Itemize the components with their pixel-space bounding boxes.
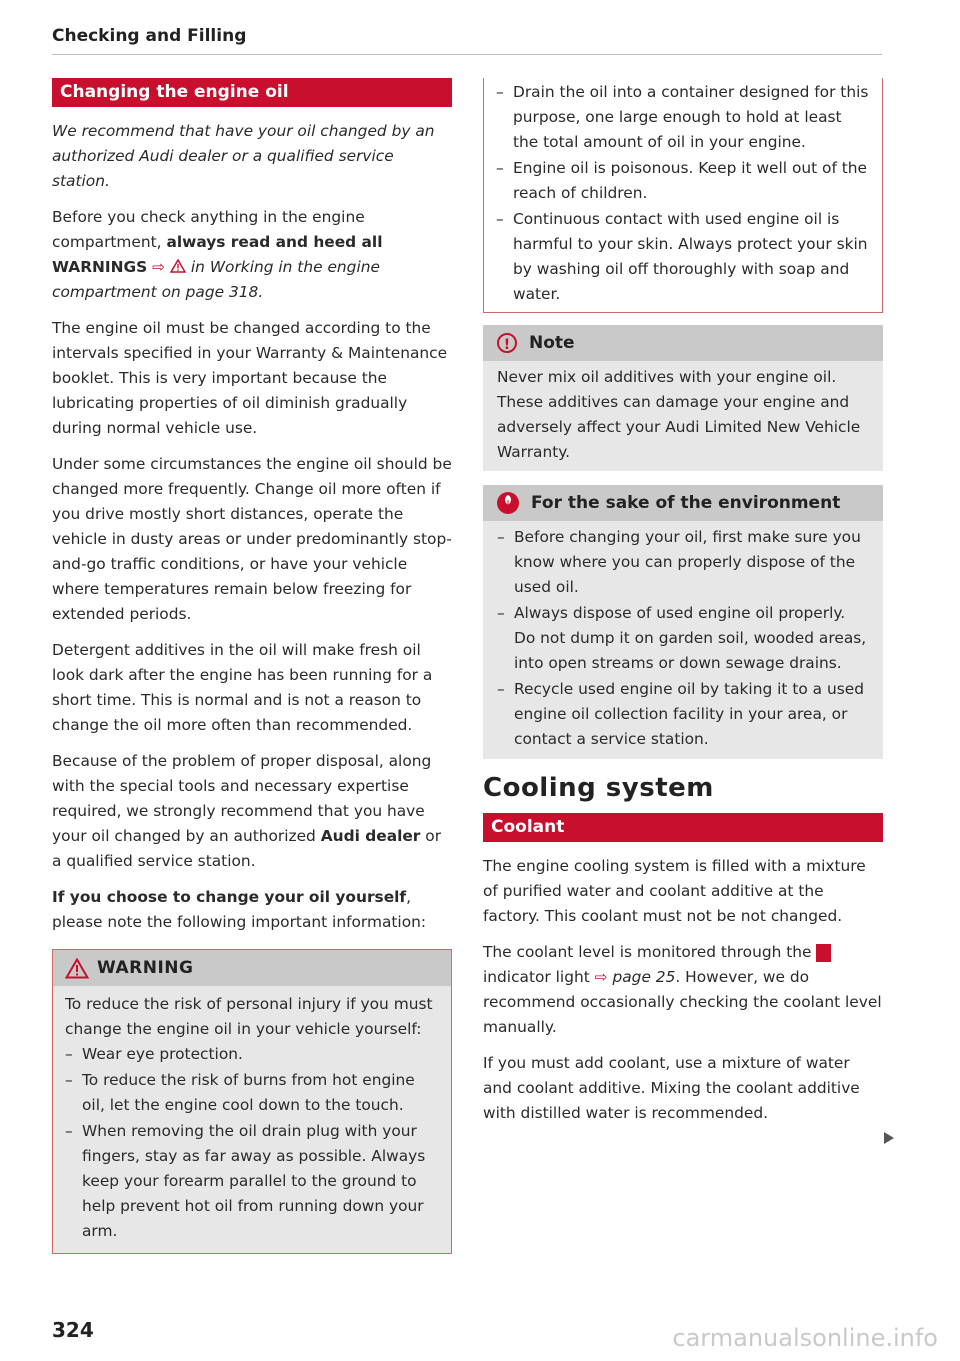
warning-title: WARNING — [97, 958, 194, 978]
paragraph-coolant-level — [483, 940, 883, 1040]
paragraph-disposal — [52, 749, 452, 874]
paragraph-text: indicator light — [483, 968, 595, 986]
paragraph-coolant-mixture: The engine cooling system is filled with a mixture of purified water and coolant additive at the factory. This coolant must not be not changed. — [483, 857, 866, 925]
note-title: Note — [529, 333, 575, 353]
warning-body — [53, 986, 451, 1253]
list-item: – To reduce the risk of burns from hot engine oil, let the engine cool down to the touch. — [65, 1068, 439, 1118]
list-item: – Wear eye protection. — [65, 1042, 439, 1067]
environment-title: For the sake of the environment — [531, 493, 841, 513]
cross-reference-link[interactable]: page 25 — [612, 968, 676, 986]
paragraph-detergent: Detergent additives in the oil will make fresh oil look dark after the engine has been running for a short time. This is normal and is not a reason to change the oil more often than recommended. — [52, 641, 433, 734]
reference-arrow-icon: ⇨ — [152, 258, 166, 276]
watermark: carmanualsonline.info — [672, 1324, 938, 1352]
section-title-cooling: Cooling system — [483, 773, 714, 803]
section-heading-coolant: Coolant — [483, 813, 883, 842]
paragraph-warnings — [52, 205, 452, 305]
environment-list — [497, 525, 869, 752]
warning-list-continued — [496, 80, 870, 307]
environment-leaf-icon — [497, 492, 519, 514]
page-number: 324 — [52, 1318, 94, 1342]
list-item: – Drain the oil into a container designed for this purpose, one large enough to hold at least the total amount of oil in your engine. — [496, 80, 870, 155]
environment-body — [483, 521, 883, 759]
bold-text: If you choose to change your oil yourself — [52, 888, 407, 906]
list-item: – Engine oil is poisonous. Keep it well out of the reach of children. — [496, 156, 870, 206]
environment-box — [483, 485, 883, 759]
intro-paragraph: We recommend that have your oil changed by an authorized Audi dealer or a qualified service station. — [52, 122, 435, 190]
list-item: – When removing the oil drain plug with your fingers, stay as far away as possible. Always keep your forearm parallel to the ground to help prevent hot oil from running down your arm. — [65, 1119, 439, 1244]
right-column — [483, 78, 883, 1137]
note-body — [483, 361, 883, 471]
paragraph-text: Before you check anything in the engine compartment, — [52, 208, 365, 251]
list-item: – Recycle used engine oil by taking it to a used engine oil collection facility in your area, or contact a service station. — [497, 677, 869, 752]
exclamation-circle-icon: ! — [497, 333, 517, 353]
list-item: – Before changing your oil, first make sure you know where you can properly dispose of the used oil. — [497, 525, 869, 600]
warning-header — [53, 950, 451, 986]
reference-arrow-icon: ⇨ — [594, 968, 608, 986]
paragraph-text: Because of the problem of proper disposal, along with the special tools and necessary expertise required, we strongly recommend that you have your oil changed by an authorized — [52, 752, 432, 845]
list-item: – Always dispose of used engine oil properly. Do not dump it on garden soil, wooded areas, into open streams or down sewage drains. — [497, 601, 869, 676]
paragraph-text: or a qualified service station. — [52, 827, 442, 870]
section-heading-engine-oil: Changing the engine oil — [52, 78, 452, 107]
paragraph-add-coolant: If you must add coolant, use a mixture of water and coolant additive. Mixing the coolant additive with distilled water is recommended. — [483, 1054, 860, 1122]
coolant-indicator-icon — [816, 944, 831, 962]
warning-triangle-icon — [170, 259, 186, 273]
warning-box — [52, 949, 452, 1254]
page-header: Checking and Filling — [52, 26, 882, 55]
paragraph-intervals: The engine oil must be changed according to the intervals specified in your Warranty & Maintenance booklet. This is very important because the lubricating properties of oil diminish gradually during normal vehicle use. — [52, 319, 448, 437]
note-header — [483, 325, 883, 361]
warning-list — [65, 1042, 439, 1244]
note-text: Never mix oil additives with your engine oil. These additives can damage your engine and adversely affect your Audi Limited New Vehicle Warranty. — [497, 368, 861, 461]
cross-reference-link[interactable]: in Working in the engine compartment on page 318. — [52, 258, 380, 301]
warning-triangle-icon — [65, 958, 89, 979]
continue-arrow-icon — [884, 1132, 894, 1144]
paragraph-text: The coolant level is monitored through the — [483, 943, 817, 961]
paragraph-frequency: Under some circumstances the engine oil should be changed more frequently. Change oil more often if you drive mostly short distances, operate the vehicle in dusty areas or under predominantly stop-and-go traffic conditions, or have your vehicle where temperatures remain below freezing for extended periods. — [52, 455, 452, 623]
environment-header — [483, 485, 883, 521]
list-item: – Continuous contact with used engine oil is harmful to your skin. Always protect your skin by washing oil off thoroughly with soap and water. — [496, 207, 870, 307]
note-box — [483, 325, 883, 471]
paragraph-text: . However, we do recommend occasionally checking the coolant level manually. — [483, 968, 882, 1036]
left-column — [52, 78, 452, 1254]
bold-text: Audi dealer — [320, 827, 421, 845]
warning-text: To reduce the risk of personal injury if you must change the engine oil in your vehicle yourself: — [65, 995, 433, 1038]
paragraph-diy — [52, 885, 452, 935]
bold-text: always read and heed all WARNINGS — [52, 233, 383, 276]
paragraph-text: , please note the following important information: — [52, 888, 427, 931]
warning-continuation-box — [483, 78, 883, 313]
